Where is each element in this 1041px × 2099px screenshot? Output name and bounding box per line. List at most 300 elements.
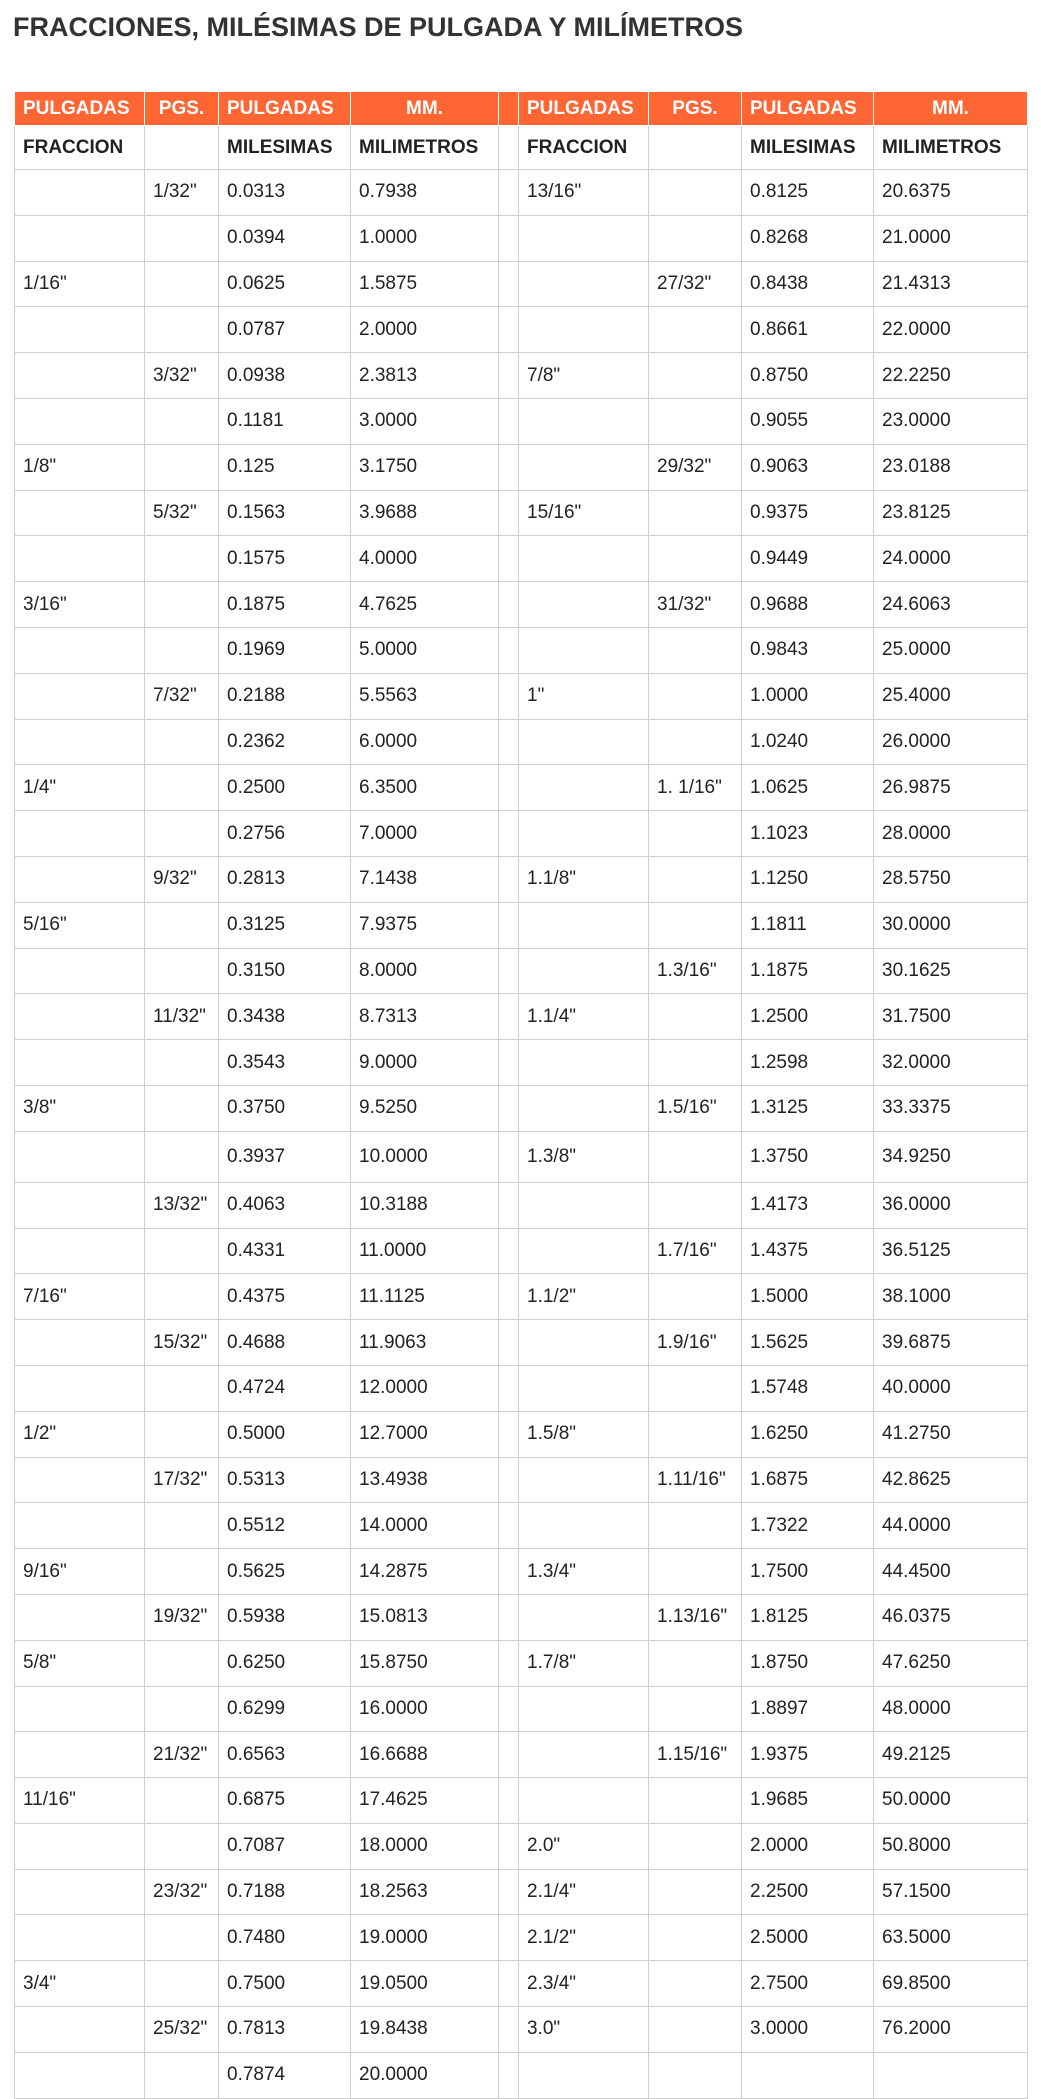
table-cell [15, 856, 145, 902]
table-row [15, 398, 1028, 444]
table-cell: 1.3/4" [519, 1549, 649, 1595]
table-cell: 0.8661 [742, 307, 874, 353]
table-cell [649, 856, 742, 902]
table-cell: 13/32" [145, 1182, 219, 1228]
table-row [15, 1778, 1028, 1824]
table-cell: 5/32" [145, 490, 219, 536]
table-cell: 6.0000 [351, 719, 499, 765]
table-cell [649, 353, 742, 399]
table-cell [145, 1085, 219, 1131]
separator-cell [499, 1040, 519, 1086]
table-cell [145, 1131, 219, 1182]
table-cell: 63.5000 [874, 1915, 1028, 1961]
separator-cell [499, 490, 519, 536]
table-cell [649, 1915, 742, 1961]
table-cell: 22.2250 [874, 353, 1028, 399]
table-cell: 1.7322 [742, 1503, 874, 1549]
separator-cell [499, 1503, 519, 1549]
table-cell [15, 1040, 145, 1086]
table-cell [519, 902, 649, 948]
table-cell: 0.7480 [219, 1915, 351, 1961]
table-cell: 1.6875 [742, 1457, 874, 1503]
table-row [15, 261, 1028, 307]
table-cell [649, 1823, 742, 1869]
table-cell [519, 536, 649, 582]
table-row [15, 1131, 1028, 1182]
table-cell: 20.0000 [351, 2052, 499, 2098]
table-cell: 30.0000 [874, 902, 1028, 948]
table-cell [649, 1365, 742, 1411]
separator-cell [499, 1549, 519, 1595]
table-cell [15, 1228, 145, 1274]
table-cell: 4.7625 [351, 582, 499, 628]
table-row [15, 2007, 1028, 2053]
table-cell [15, 1182, 145, 1228]
table-row [15, 673, 1028, 719]
table-cell: 1.5625 [742, 1320, 874, 1366]
table-row [15, 536, 1028, 582]
table-row [15, 1686, 1028, 1732]
table-cell: 0.9843 [742, 627, 874, 673]
table-cell: 0.1875 [219, 582, 351, 628]
header-cell: PULGADAS [742, 92, 874, 126]
table-cell: 22.0000 [874, 307, 1028, 353]
separator-cell [499, 1228, 519, 1274]
table-cell [874, 2052, 1028, 2098]
separator-cell [499, 1961, 519, 2007]
subheader-cell: MILESIMAS [742, 126, 874, 170]
table-cell: 1.2500 [742, 994, 874, 1040]
table-cell: 1.9/16" [649, 1320, 742, 1366]
table-cell: 7.9375 [351, 902, 499, 948]
table-cell [519, 1228, 649, 1274]
table-cell: 32.0000 [874, 1040, 1028, 1086]
table-cell [649, 627, 742, 673]
table-row [15, 1961, 1028, 2007]
table-cell [15, 673, 145, 719]
separator-cell [499, 307, 519, 353]
table-cell: 23.0000 [874, 398, 1028, 444]
table-cell: 0.7938 [351, 170, 499, 216]
table-cell [519, 1503, 649, 1549]
table-row [15, 215, 1028, 261]
table-cell [15, 1457, 145, 1503]
table-cell [145, 765, 219, 811]
table-cell: 10.0000 [351, 1131, 499, 1182]
table-row [15, 1411, 1028, 1457]
table-cell [519, 1778, 649, 1824]
table-cell: 2.3813 [351, 353, 499, 399]
separator-cell [499, 353, 519, 399]
table-cell [145, 1823, 219, 1869]
table-cell [519, 444, 649, 490]
table-cell: 31.7500 [874, 994, 1028, 1040]
table-cell: 19.8438 [351, 2007, 499, 2053]
table-cell: 1.11/16" [649, 1457, 742, 1503]
table-cell: 1.13/16" [649, 1594, 742, 1640]
table-cell [649, 1131, 742, 1182]
table-row [15, 353, 1028, 399]
table-cell: 0.5313 [219, 1457, 351, 1503]
separator-cell [499, 1640, 519, 1686]
table-row [15, 307, 1028, 353]
table-cell [519, 1320, 649, 1366]
separator-cell [499, 536, 519, 582]
table-cell: 1/16" [15, 261, 145, 307]
separator-cell [499, 673, 519, 719]
table-cell: 33.3375 [874, 1085, 1028, 1131]
table-cell [145, 398, 219, 444]
table-cell: 7.0000 [351, 811, 499, 857]
separator-cell [499, 1823, 519, 1869]
table-cell: 26.0000 [874, 719, 1028, 765]
table-cell: 12.0000 [351, 1365, 499, 1411]
table-cell: 0.3543 [219, 1040, 351, 1086]
table-row [15, 2052, 1028, 2098]
table-cell: 0.3937 [219, 1131, 351, 1182]
table-cell: 0.6299 [219, 1686, 351, 1732]
table-cell: 3/8" [15, 1085, 145, 1131]
table-cell: 1.0240 [742, 719, 874, 765]
table-cell: 2.0000 [742, 1823, 874, 1869]
separator-cell [499, 1915, 519, 1961]
table-cell: 18.2563 [351, 1869, 499, 1915]
subheader-cell [145, 126, 219, 170]
table-cell: 25.0000 [874, 627, 1028, 673]
table-cell: 44.0000 [874, 1503, 1028, 1549]
table-cell: 44.4500 [874, 1549, 1028, 1595]
table-cell: 30.1625 [874, 948, 1028, 994]
table-cell [145, 307, 219, 353]
table-cell: 0.1181 [219, 398, 351, 444]
table-cell: 14.0000 [351, 1503, 499, 1549]
table-cell: 26.9875 [874, 765, 1028, 811]
table-cell: 11.9063 [351, 1320, 499, 1366]
separator-cell [499, 1594, 519, 1640]
table-cell: 0.0625 [219, 261, 351, 307]
header-cell: MM. [351, 92, 499, 126]
table-cell: 1" [519, 673, 649, 719]
table-cell [15, 215, 145, 261]
table-cell: 34.9250 [874, 1131, 1028, 1182]
table-cell: 11/16" [15, 1778, 145, 1824]
table-cell: 41.2750 [874, 1411, 1028, 1457]
table-cell: 16.6688 [351, 1732, 499, 1778]
table-cell: 0.7188 [219, 1869, 351, 1915]
table-cell: 8.0000 [351, 948, 499, 994]
table-cell: 2.0" [519, 1823, 649, 1869]
table-row [15, 170, 1028, 216]
table-cell [519, 307, 649, 353]
table-cell: 3.0000 [742, 2007, 874, 2053]
table-cell [15, 2007, 145, 2053]
table-cell: 27/32" [649, 261, 742, 307]
table-cell: 9.0000 [351, 1040, 499, 1086]
table-cell [145, 948, 219, 994]
table-cell [649, 2052, 742, 2098]
table-cell [145, 1228, 219, 1274]
separator-cell [499, 1457, 519, 1503]
table-cell: 1.0000 [351, 215, 499, 261]
table-cell [15, 1732, 145, 1778]
table-cell: 1.1250 [742, 856, 874, 902]
subheader-cell: FRACCION [15, 126, 145, 170]
table-cell [15, 1686, 145, 1732]
table-cell: 0.7087 [219, 1823, 351, 1869]
table-cell: 5/16" [15, 902, 145, 948]
table-cell: 0.2362 [219, 719, 351, 765]
table-cell: 1.8125 [742, 1594, 874, 1640]
table-cell [649, 1686, 742, 1732]
table-cell: 47.6250 [874, 1640, 1028, 1686]
table-cell: 15.8750 [351, 1640, 499, 1686]
table-cell: 1.1875 [742, 948, 874, 994]
separator-cell [499, 1131, 519, 1182]
table-cell: 1/32" [145, 170, 219, 216]
table-cell [519, 627, 649, 673]
header-cell: PGS. [649, 92, 742, 126]
table-cell [15, 719, 145, 765]
table-cell [145, 215, 219, 261]
table-cell: 7/32" [145, 673, 219, 719]
table-cell: 19.0000 [351, 1915, 499, 1961]
table-cell: 17/32" [145, 1457, 219, 1503]
table-cell: 23.0188 [874, 444, 1028, 490]
table-cell: 0.7874 [219, 2052, 351, 2098]
table-cell [649, 536, 742, 582]
table-row [15, 719, 1028, 765]
table-cell [145, 1274, 219, 1320]
table-row [15, 1869, 1028, 1915]
separator-cell [499, 1365, 519, 1411]
header-cell: PULGADAS [15, 92, 145, 126]
separator-cell [499, 2052, 519, 2098]
table-row [15, 994, 1028, 1040]
table-cell [15, 1869, 145, 1915]
table-cell: 0.0394 [219, 215, 351, 261]
table-cell: 1.0625 [742, 765, 874, 811]
table-cell [649, 307, 742, 353]
table-cell: 57.1500 [874, 1869, 1028, 1915]
table-cell [649, 398, 742, 444]
header-cell: PULGADAS [519, 92, 649, 126]
table-row [15, 902, 1028, 948]
table-cell: 2.3/4" [519, 1961, 649, 2007]
table-cell [649, 2007, 742, 2053]
table-cell [519, 765, 649, 811]
table-cell: 15/32" [145, 1320, 219, 1366]
separator-cell [499, 215, 519, 261]
table-cell: 4.0000 [351, 536, 499, 582]
table-row [15, 1320, 1028, 1366]
table-cell: 36.0000 [874, 1182, 1028, 1228]
table-cell [145, 627, 219, 673]
table-cell: 0.2188 [219, 673, 351, 719]
table-cell: 16.0000 [351, 1686, 499, 1732]
table-body [15, 170, 1028, 2099]
table-cell: 46.0375 [874, 1594, 1028, 1640]
separator-cell [499, 765, 519, 811]
table-row [15, 765, 1028, 811]
table-cell: 50.8000 [874, 1823, 1028, 1869]
table-cell [15, 1823, 145, 1869]
table-cell: 17.4625 [351, 1778, 499, 1824]
table-cell [649, 902, 742, 948]
table-cell: 2.1/2" [519, 1915, 649, 1961]
table-cell: 1.1023 [742, 811, 874, 857]
table-cell [519, 811, 649, 857]
table-cell: 1.3/16" [649, 948, 742, 994]
table-cell [649, 1182, 742, 1228]
table-row [15, 1365, 1028, 1411]
table-cell: 1/2" [15, 1411, 145, 1457]
table-row [15, 856, 1028, 902]
table-cell: 1.15/16" [649, 1732, 742, 1778]
table-row [15, 1503, 1028, 1549]
table-cell: 1.0000 [742, 673, 874, 719]
separator-cell [499, 1182, 519, 1228]
table-cell [519, 1686, 649, 1732]
separator-cell [499, 627, 519, 673]
table-cell: 1.7/8" [519, 1640, 649, 1686]
separator-cell [499, 1778, 519, 1824]
table-row [15, 444, 1028, 490]
table-cell: 0.9449 [742, 536, 874, 582]
table-cell: 0.6563 [219, 1732, 351, 1778]
table-cell: 36.5125 [874, 1228, 1028, 1274]
header-cell: PGS. [145, 92, 219, 126]
separator-cell [499, 994, 519, 1040]
separator-cell [499, 398, 519, 444]
table-cell [145, 811, 219, 857]
table-row [15, 1915, 1028, 1961]
table-cell: 31/32" [649, 582, 742, 628]
table-cell: 0.3125 [219, 902, 351, 948]
table-cell [519, 215, 649, 261]
page-title: FRACCIONES, MILÉSIMAS DE PULGADA Y MILÍMETROS [13, 12, 744, 42]
table-cell: 1.9685 [742, 1778, 874, 1824]
table-row [15, 582, 1028, 628]
table-cell: 19/32" [145, 1594, 219, 1640]
table-cell: 7/8" [519, 353, 649, 399]
table-cell: 11/32" [145, 994, 219, 1040]
separator-cell [499, 1686, 519, 1732]
table-cell: 1.2598 [742, 1040, 874, 1086]
table-cell [519, 1365, 649, 1411]
table-cell: 0.2756 [219, 811, 351, 857]
table-cell: 1.1811 [742, 902, 874, 948]
table-cell: 1.7/16" [649, 1228, 742, 1274]
subheader-cell: MILIMETROS [874, 126, 1028, 170]
table-cell: 12.7000 [351, 1411, 499, 1457]
table-cell [145, 582, 219, 628]
table-cell: 0.9055 [742, 398, 874, 444]
table-cell: 1.9375 [742, 1732, 874, 1778]
table-cell: 0.2813 [219, 856, 351, 902]
table-cell [15, 170, 145, 216]
table-cell: 1.8750 [742, 1640, 874, 1686]
table-cell: 8.7313 [351, 994, 499, 1040]
table-cell: 19.0500 [351, 1961, 499, 2007]
table-cell [649, 1274, 742, 1320]
table-cell: 15.0813 [351, 1594, 499, 1640]
table-cell: 0.9688 [742, 582, 874, 628]
table-cell: 25.4000 [874, 673, 1028, 719]
table-cell: 23.8125 [874, 490, 1028, 536]
table-cell [649, 994, 742, 1040]
table-cell: 49.2125 [874, 1732, 1028, 1778]
table-cell [519, 948, 649, 994]
table-cell [519, 261, 649, 307]
header-cell: PULGADAS [219, 92, 351, 126]
separator-cell [499, 1085, 519, 1131]
table-cell: 1.4375 [742, 1228, 874, 1274]
table-row [15, 1594, 1028, 1640]
table-cell: 0.8125 [742, 170, 874, 216]
separator-cell [499, 856, 519, 902]
header-row-secondary [15, 126, 1028, 170]
table-cell: 48.0000 [874, 1686, 1028, 1732]
table-cell: 28.5750 [874, 856, 1028, 902]
separator-cell [499, 811, 519, 857]
table-cell [519, 1457, 649, 1503]
table-cell: 5.0000 [351, 627, 499, 673]
table-cell [519, 719, 649, 765]
table-cell: 11.0000 [351, 1228, 499, 1274]
table-cell [649, 719, 742, 765]
table-cell: 0.5938 [219, 1594, 351, 1640]
table-cell [145, 1503, 219, 1549]
table-cell: 0.6250 [219, 1640, 351, 1686]
table-cell [649, 1503, 742, 1549]
table-cell: 0.0787 [219, 307, 351, 353]
separator-cell [499, 1320, 519, 1366]
header-separator-cell [499, 92, 519, 126]
table-row [15, 1228, 1028, 1274]
table-cell [15, 353, 145, 399]
table-cell [742, 2052, 874, 2098]
table-cell: 0.5000 [219, 1411, 351, 1457]
table-cell: 0.4063 [219, 1182, 351, 1228]
table-cell: 0.4724 [219, 1365, 351, 1411]
table-row [15, 1182, 1028, 1228]
table-cell [15, 811, 145, 857]
table-cell: 5/8" [15, 1640, 145, 1686]
table-cell: 0.1575 [219, 536, 351, 582]
table-cell: 6.3500 [351, 765, 499, 811]
table-cell: 0.4688 [219, 1320, 351, 1366]
table-cell [649, 1549, 742, 1595]
table-cell: 0.1563 [219, 490, 351, 536]
table-cell [145, 261, 219, 307]
table-cell [15, 1503, 145, 1549]
table-cell: 0.125 [219, 444, 351, 490]
table-cell [15, 627, 145, 673]
table-cell [145, 536, 219, 582]
table-cell [519, 398, 649, 444]
table-cell [519, 2052, 649, 2098]
table-row [15, 1732, 1028, 1778]
table-cell: 2.0000 [351, 307, 499, 353]
table-cell [15, 1594, 145, 1640]
table-row [15, 948, 1028, 994]
table-cell: 39.6875 [874, 1320, 1028, 1366]
table-cell: 1.1/4" [519, 994, 649, 1040]
subheader-cell: FRACCION [519, 126, 649, 170]
table-cell: 29/32" [649, 444, 742, 490]
table-cell: 21/32" [145, 1732, 219, 1778]
subheader-cell [649, 126, 742, 170]
